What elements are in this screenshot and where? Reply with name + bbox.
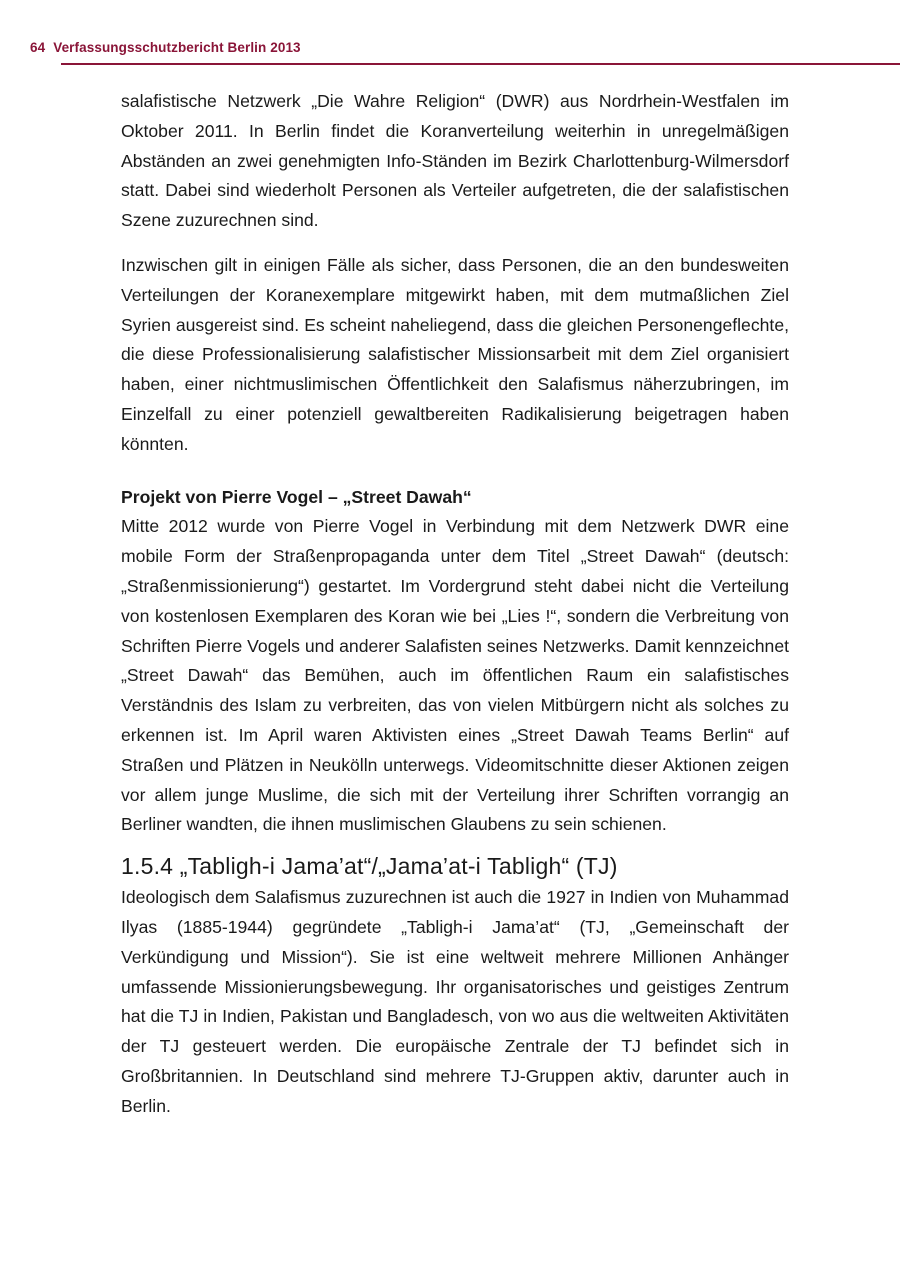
section-spacer [121, 460, 789, 483]
paragraph-radicalisation: Inzwischen gilt in einigen Fälle als sicher, dass Personen, die an den bundesweiten Verteilungen der Koranexemplare mitgewirkt haben, mit dem mutmaßlichen Ziel Syrien ausgereist sind. Es scheint naheliegend, dass die gleichen Personengeflechte, die diese Professionalisierung salafistischer Missionsarbeit mit dem Ziel organisiert haben, einer nichtmuslimischen Öffentlichkeit den Salafismus näherzubringen, im Einzelfall zu einer potenziell gewaltbereiten Radikalisierung beigetragen haben könnten. [121, 254, 789, 454]
paragraph-street-dawah: Mitte 2012 wurde von Pierre Vogel in Verbindung mit dem Netzwerk DWR eine mobile Form der Straßenpropaganda unter dem Titel „Street Dawah“ (deutsch: „Straßenmissionierung“) gestartet. Im Vordergrund steht dabei nicht die Verteilung von kostenlosen Exemplaren des Koran wie bei „Lies !“, sondern die Verbreitung von Schriften Pierre Vogels und anderer Salafisten seines Netzwerks. Damit kennzeichnet „Street Dawah“ das Bemühen, auch im öffentlichen Raum ein salafistisches Verständnis des Islam zu verbreiten, das von vielen Mitbürgern nicht als solches zu erkennen ist. Im April waren Aktivisten eines „Street Dawah Teams Berlin“ auf Straßen und Plätzen in Neukölln unterwegs. Videomitschnitte dieser Aktionen zeigen vor allem junge Muslime, die sich mit der Verteilung ihrer Schriften vorrangig an Berliner wandten, die ihnen muslimischen Glaubens zu sein schienen. [121, 516, 789, 835]
paragraph-tabligh: Ideologisch dem Salafismus zuzurechnen ist auch die 1927 in Indien von Muhammad Ilyas (1885-1944) gegründete „Tabligh-i Jama’at“ (TJ, „Gemeinschaft der Verkündigung und Mission“). Sie ist eine weltweit mehrere Millionen Anhänger umfassende Missionierungsbewegung. Ihr organisatorisches und geistiges Zentrum hat die TJ in Indien, Pakistan und Bangladesch, von wo aus die weltweiten Aktivitäten der TJ gesteuert werden. Die europäische Zentrale der TJ befindet sich in Großbritannien. In Deutschland sind mehrere TJ-Gruppen aktiv, darunter auch in Berlin. [121, 887, 789, 1116]
subheading-street-dawah: Projekt von Pierre Vogel – „Street Dawah“ [121, 486, 472, 507]
header-divider [61, 63, 900, 65]
page-number: 64 [30, 40, 46, 55]
publication-title: Verfassungsschutzbericht Berlin 2013 [53, 40, 301, 55]
paragraph-spacer [121, 236, 789, 251]
header-text [30, 40, 301, 55]
running-header [30, 38, 900, 68]
paragraph-dwr-network: salafistische Netzwerk „Die Wahre Religion“ (DWR) aus Nordrhein-Westfalen im Oktober 2011. In Berlin findet die Koranverteilung weiterhin in unregelmäßigen Abständen an zwei genehmigten Info-Ständen im Bezirk Charlottenburg-Wilmersdorf statt. Dabei sind wiederholt Personen als Verteiler aufgetreten, die der salafistischen Szene zuzurechnen sind. [121, 91, 789, 231]
page-content [121, 87, 789, 1122]
section-title-tabligh: 1.5.4 „Tabligh-i Jama’at“/„Jama’at-i Tabligh“ (TJ) [121, 853, 618, 880]
